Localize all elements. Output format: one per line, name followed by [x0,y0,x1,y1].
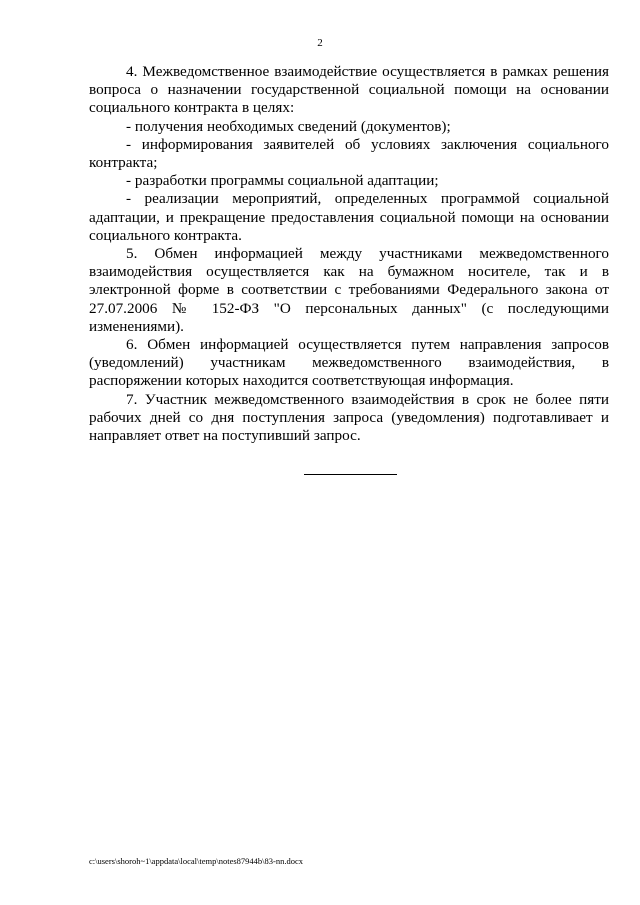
paragraph-5: 5. Обмен информацией между участниками межведомственного взаимодействия осуществляется как на бумажном носителе, так и в электронной форме в соответствии с требованиями Федерального закона от 27.07.2006 № 152-ФЗ "О персональных данных" (с последующими изменениями). [89,245,609,335]
paragraph-4: 4. Межведомственное взаимодействие осуществляется в рамках решения вопроса о назначении государственной социальной помощи на основании социального контракта в целях: [89,63,609,117]
page-number: 2 [317,37,323,49]
list-item-adaptation-program: - разработки программы социальной адаптации; [126,172,439,190]
paragraph-7: 7. Участник межведомственного взаимодействия в срок не более пяти рабочих дней со дня поступления запроса (уведомления) подготавливает и направляет ответ на поступивший запрос. [89,390,609,445]
footer-file-path: c:\users\shoroh~1\appdata\local\temp\notes87944b\83-nn.docx [89,856,303,866]
list-item-informing-applicants: - информирования заявителей об условиях заключения социального контракта; [89,135,609,172]
paragraph-6: 6. Обмен информацией осуществляется путем направления запросов (уведомлений) участникам межведомственного взаимодействия, в распоряжении которых находится соответствующая информация. [89,336,609,390]
document-body [89,63,609,445]
list-item-obtaining-documents: - получения необходимых сведений (документов); [126,117,451,135]
list-item-implementation: - реализации мероприятий, определенных программой социальной адаптации, и прекращение предоставления социальной помощи на основании социального контракта. [89,190,609,244]
end-separator-line [304,474,397,475]
